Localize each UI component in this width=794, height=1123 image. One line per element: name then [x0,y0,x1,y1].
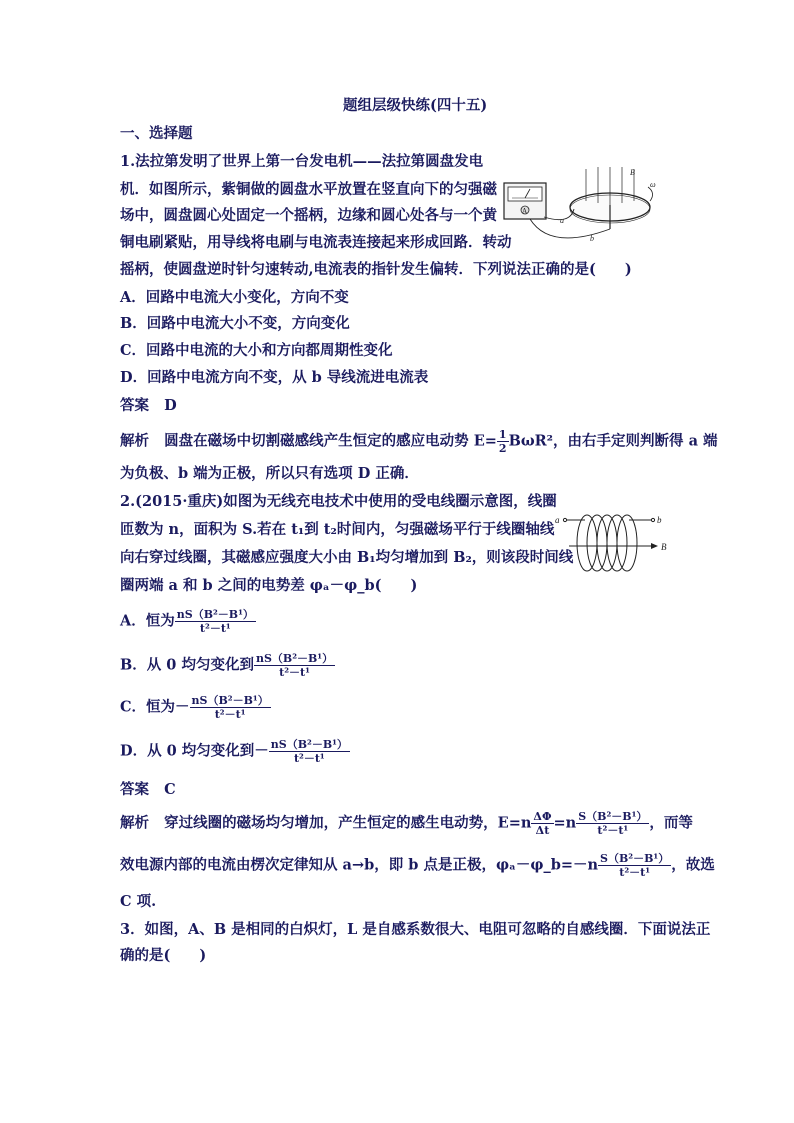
q2-line-3: 向右穿过线圈，其磁感应强度大小由 B₁均匀增加到 B₂，则该段时间线 [120,549,574,566]
page-title: 题组层级快练(四十五) [343,97,488,114]
section-heading: 一、选择题 [120,125,193,142]
q2-line-1: 2.(2015·重庆)如图为无线充电技术中使用的受电线圈示意图，线圈 [120,493,557,510]
galvanometer-icon [504,183,546,219]
q2-analysis-line-1: 解析 穿过线圈的磁场均匀增加，产生恒定的感生电动势，E=n $\frac{\Delta\Phi}{\Delta t}$ =n $\frac{\text{S（B²－B¹）}}{\text{t²－t¹}}$ ，而等 [120,810,693,837]
omega-label: ω [650,180,656,189]
q2-analysis-line-2: 效电源内部的电流由楞次定律知从 a→b，即 b 点是正极，φₐ－φ_b=－n $\frac{\text{S（B²－B¹）}}{\text{t²－t¹}}$ ，故选 [120,852,715,879]
q1-line-1: 1.法拉第发明了世界上第一台发电机——法拉第圆盘发电 [120,153,484,170]
q3-line-2: 确的是( ) [120,947,207,964]
q2-option-d: D．从 0 均匀变化到－ $\frac{\text{nS（B²－B¹）}}{\text{t²－t¹}}$ [120,738,348,765]
analysis-label: 解析 [120,432,149,450]
q1-option-a: A．回路中电流大小变化，方向不变 [120,289,349,306]
analysis-label: 解析 [120,814,149,832]
field-label-B: B [661,542,667,552]
analysis-text: BωR²，由右手定则判断得 a 端 [508,432,718,450]
q2-analysis-line-3: C 项. [120,893,157,910]
q3-line-1: 3．如图，A、B 是相同的白炽灯，L 是自感系数很大、电阻可忽略的自感线圈．下面说法正 [120,921,711,938]
wire-label-b: b [590,234,594,243]
q2-answer [120,780,176,800]
analysis-text: 圆盘在磁场中切割磁感线产生恒定的感应电动势 E= [164,432,497,450]
q1-line-2: 机．如图所示，紫铜做的圆盘水平放置在竖直向下的匀强磁 [120,181,497,198]
q1-analysis-line-1 [120,428,718,455]
q2-option-b: B．从 0 均匀变化到 $\frac{\text{nS（B²－B¹）}}{\text{t²－t¹}}$ [120,652,334,679]
terminal-label-a: a [555,515,560,525]
faraday-disc-figure [500,165,660,255]
field-label-B: B [630,168,635,177]
q2-line-2: 匝数为 n，面积为 S.若在 t₁到 t₂时间内，匀强磁场平行于线圈轴线 [120,521,555,538]
galvanometer-label: A [522,207,528,215]
answer-label: 答案 [120,397,149,414]
q1-line-4: 铜电刷紧贴，用导线将电刷与电流表连接起来形成回路．转动 [120,234,512,251]
answer-value: D [164,397,177,414]
fraction-half: $\frac{1}{2}$ [498,428,507,455]
q2-option-a: A．恒为 $\frac{\text{nS（B²－B¹）}}{\text{t²－t¹}}$ [120,608,254,635]
q1-option-d: D．回路中电流方向不变，从 b 导线流进电流表 [120,369,429,386]
answer-label: 答案 [120,781,149,798]
q1-line-5: 摇柄，使圆盘逆时针匀速转动,电流表的指针发生偏转．下列说法正确的是( ) [120,261,632,278]
q1-answer [120,396,177,416]
q1-option-b: B．回路中电流大小不变，方向变化 [120,315,350,332]
q1-option-c: C．回路中电流的大小和方向都周期性变化 [120,342,393,359]
q2-option-c: C．恒为－ $\frac{\text{nS（B²－B¹）}}{\text{t²－t¹}}$ [120,694,269,721]
q1-analysis-line-2: 为负极、b 端为正极，所以只有选项 D 正确． [120,465,419,482]
answer-value: C [164,781,176,798]
terminal-label-b: b [657,515,662,525]
coil-icon [577,515,637,571]
coil-figure [555,508,675,578]
q1-line-3: 场中，圆盘圆心处固定一个摇柄，边缘和圆心处各与一个黄 [120,207,497,224]
wire-label-a: a [560,216,564,225]
q2-line-4: 圈两端 a 和 b 之间的电势差 φₐ－φ_b( ) [120,577,418,594]
